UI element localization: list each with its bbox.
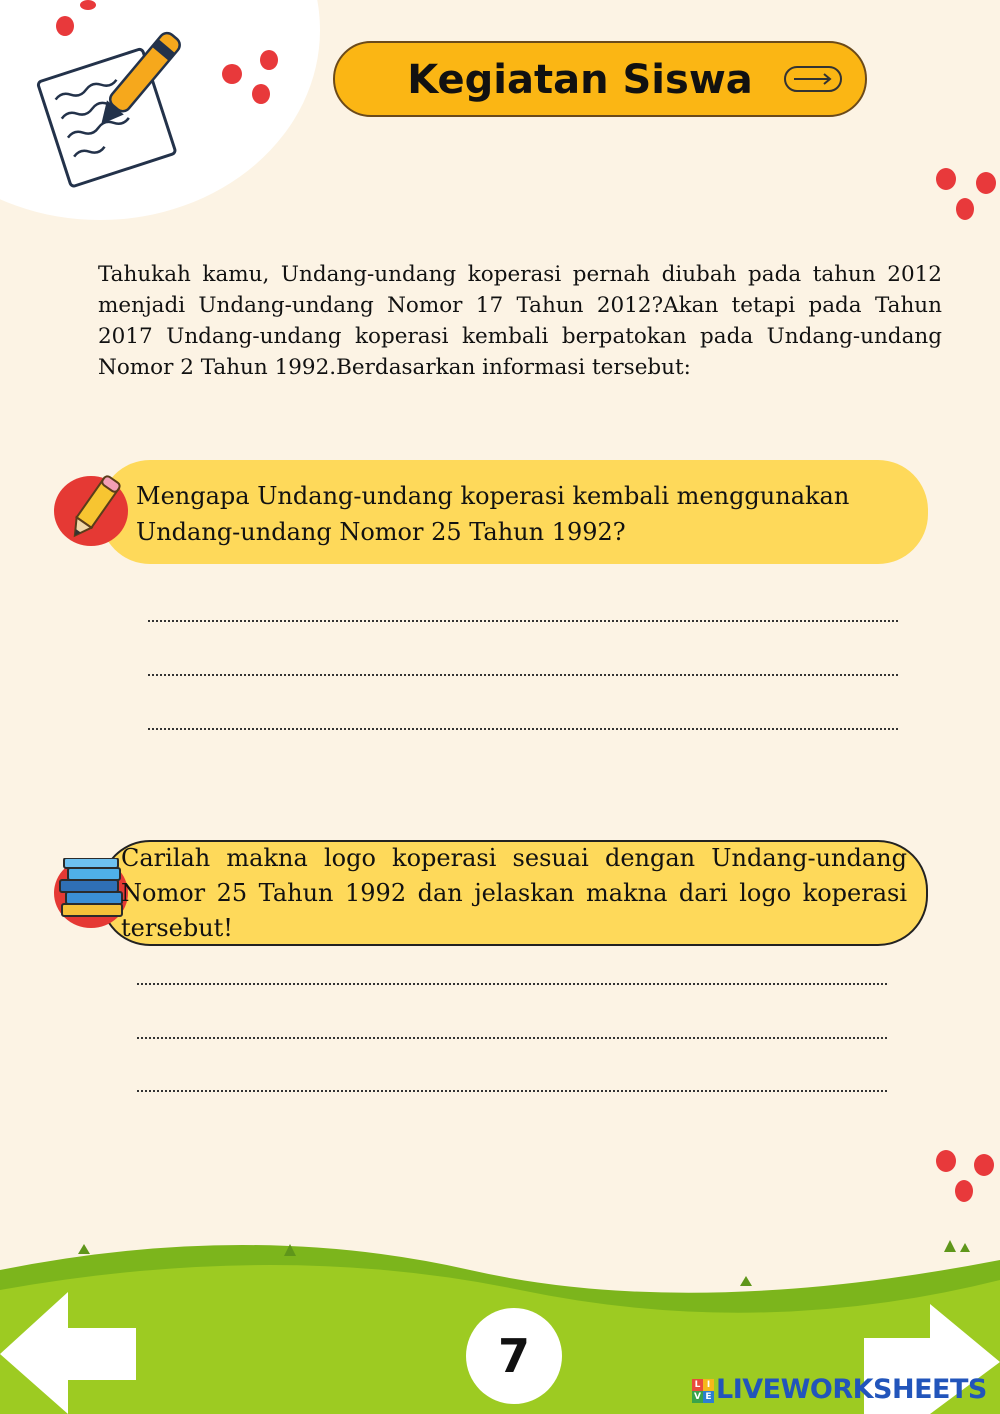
answer-line-2-2[interactable] — [137, 1037, 887, 1039]
answer-line-2-1[interactable] — [137, 983, 887, 985]
logo-letter: V — [692, 1391, 703, 1403]
title-banner — [333, 41, 867, 117]
decor-dot — [936, 168, 956, 190]
answer-line-1-3[interactable] — [148, 728, 898, 730]
logo-letter: E — [703, 1391, 714, 1403]
pencil-icon — [54, 476, 128, 546]
answer-line-1-1[interactable] — [148, 620, 898, 622]
logo-letter: L — [692, 1379, 703, 1391]
decor-dot — [974, 1154, 994, 1176]
question-2-text: Carilah makna logo koperasi sesuai dengan Undang-undang Nomor 25 Tahun 1992 dan jelaskan makna dari logo koperasi tersebut! — [121, 844, 907, 942]
decor-dot — [976, 172, 996, 194]
decor-dot — [260, 50, 278, 70]
liveworksheets-logo-icon — [692, 1379, 714, 1403]
decor-dot — [222, 64, 242, 84]
decor-dot — [956, 198, 974, 220]
question-1-text: Mengapa Undang-undang koperasi kembali menggunakan Undang-undang Nomor 25 Tahun 1992? — [136, 482, 850, 546]
decor-dot — [56, 16, 74, 36]
page-number: 7 — [466, 1308, 562, 1404]
decor-dot — [80, 0, 96, 10]
notebook-pen-icon — [28, 22, 188, 192]
decor-dot — [936, 1150, 956, 1172]
answer-line-1-2[interactable] — [148, 674, 898, 676]
arrow-right-icon — [784, 66, 842, 92]
logo-letter: I — [703, 1379, 714, 1391]
brand-name: LIVEWORKSHEETS — [716, 1374, 987, 1405]
answer-line-2-3[interactable] — [137, 1090, 887, 1092]
page-title: Kegiatan Siswa — [407, 57, 753, 103]
books-icon — [54, 858, 128, 928]
prev-page-arrow[interactable] — [0, 1292, 138, 1414]
decor-dot — [955, 1180, 973, 1202]
decor-dot — [252, 84, 270, 104]
intro-paragraph: Tahukah kamu, Undang-undang koperasi pernah diubah pada tahun 2012 menjadi Undang-undang Nomor 17 Tahun 2012?Akan tetapi pada Tahun 2017 Undang-undang koperasi kembali berpatokan pada Undang-undang Nomor 2 Tahun 1992.Berdasarkan informasi tersebut: — [98, 262, 942, 380]
